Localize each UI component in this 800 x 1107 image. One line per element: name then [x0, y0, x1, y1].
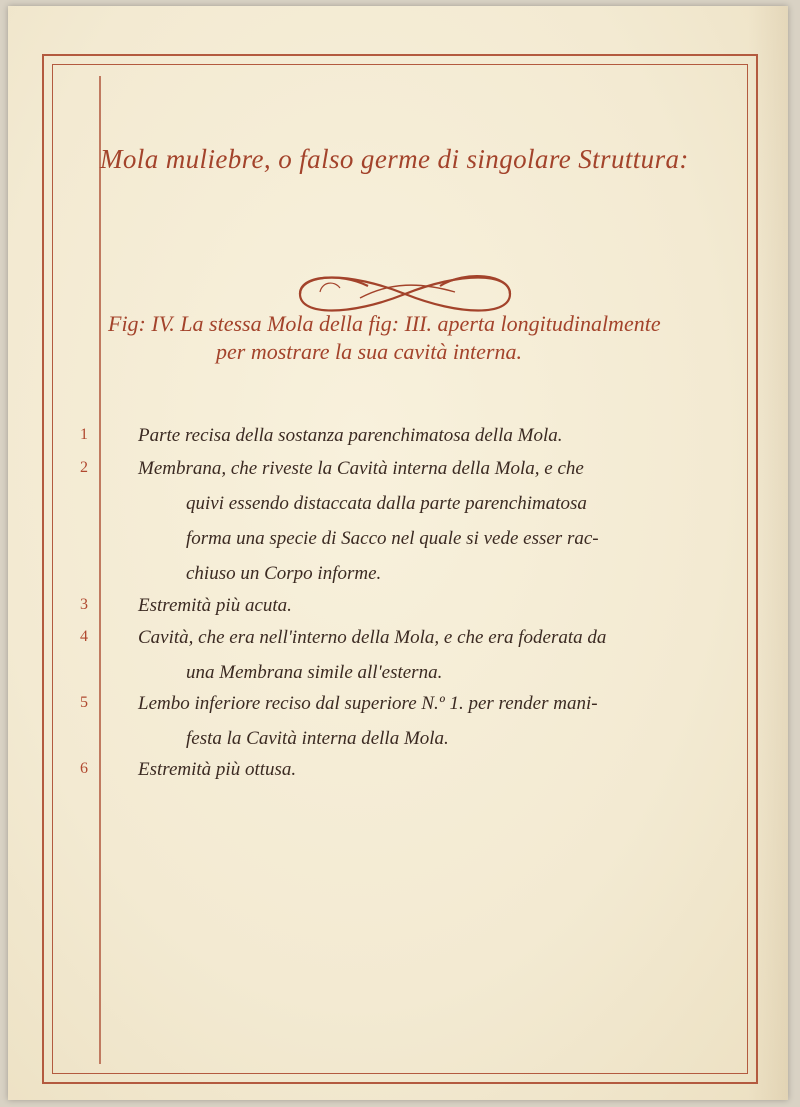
legend-text [138, 686, 718, 756]
legend-line: Estremità più acuta. [138, 595, 292, 616]
legend-line: Cavità, che era nell'interno della Mola, e che era foderata da [138, 627, 607, 648]
legend-line: quivi essendo distaccata dalla parte parenchimatosa [186, 493, 587, 514]
legend-text [138, 620, 718, 690]
manuscript-page [8, 6, 788, 1100]
legend-text [138, 418, 718, 453]
legend-number: 6 [80, 760, 88, 777]
legend-text [138, 752, 718, 787]
caption-line-1: Fig: IV. La stessa Mola della fig: III. aperta longitudinalmente [108, 311, 661, 336]
legend-number: 5 [80, 694, 88, 711]
legend-line: Lembo inferiore reciso dal superiore N.º 1. per render mani- [138, 693, 598, 714]
legend-line: Parte recisa della sostanza parenchimatosa della Mola. [138, 425, 563, 446]
legend-line: festa la Cavità interna della Mola. [186, 728, 449, 749]
legend-line: Membrana, che riveste la Cavità interna della Mola, e che [138, 458, 584, 479]
legend-number: 1 [80, 426, 88, 443]
margin-rule-line [99, 76, 101, 1064]
figure-caption [108, 310, 748, 366]
page-title: Mola muliebre, o falso germe di singolare Struttura: [100, 144, 689, 174]
legend-text [138, 451, 718, 591]
legend-line: chiuso un Corpo informe. [186, 563, 382, 584]
legend-line: forma una specie di Sacco nel quale si vede esser rac- [186, 528, 599, 549]
legend-line: Estremità più ottusa. [138, 759, 297, 780]
legend-number: 4 [80, 628, 88, 645]
legend-number: 3 [80, 596, 88, 613]
caption-line-2: per mostrare la sua cavità interna. [216, 339, 522, 364]
legend-number: 2 [80, 459, 88, 476]
legend-text [138, 588, 718, 623]
legend-line: una Membrana simile all'esterna. [186, 662, 443, 683]
